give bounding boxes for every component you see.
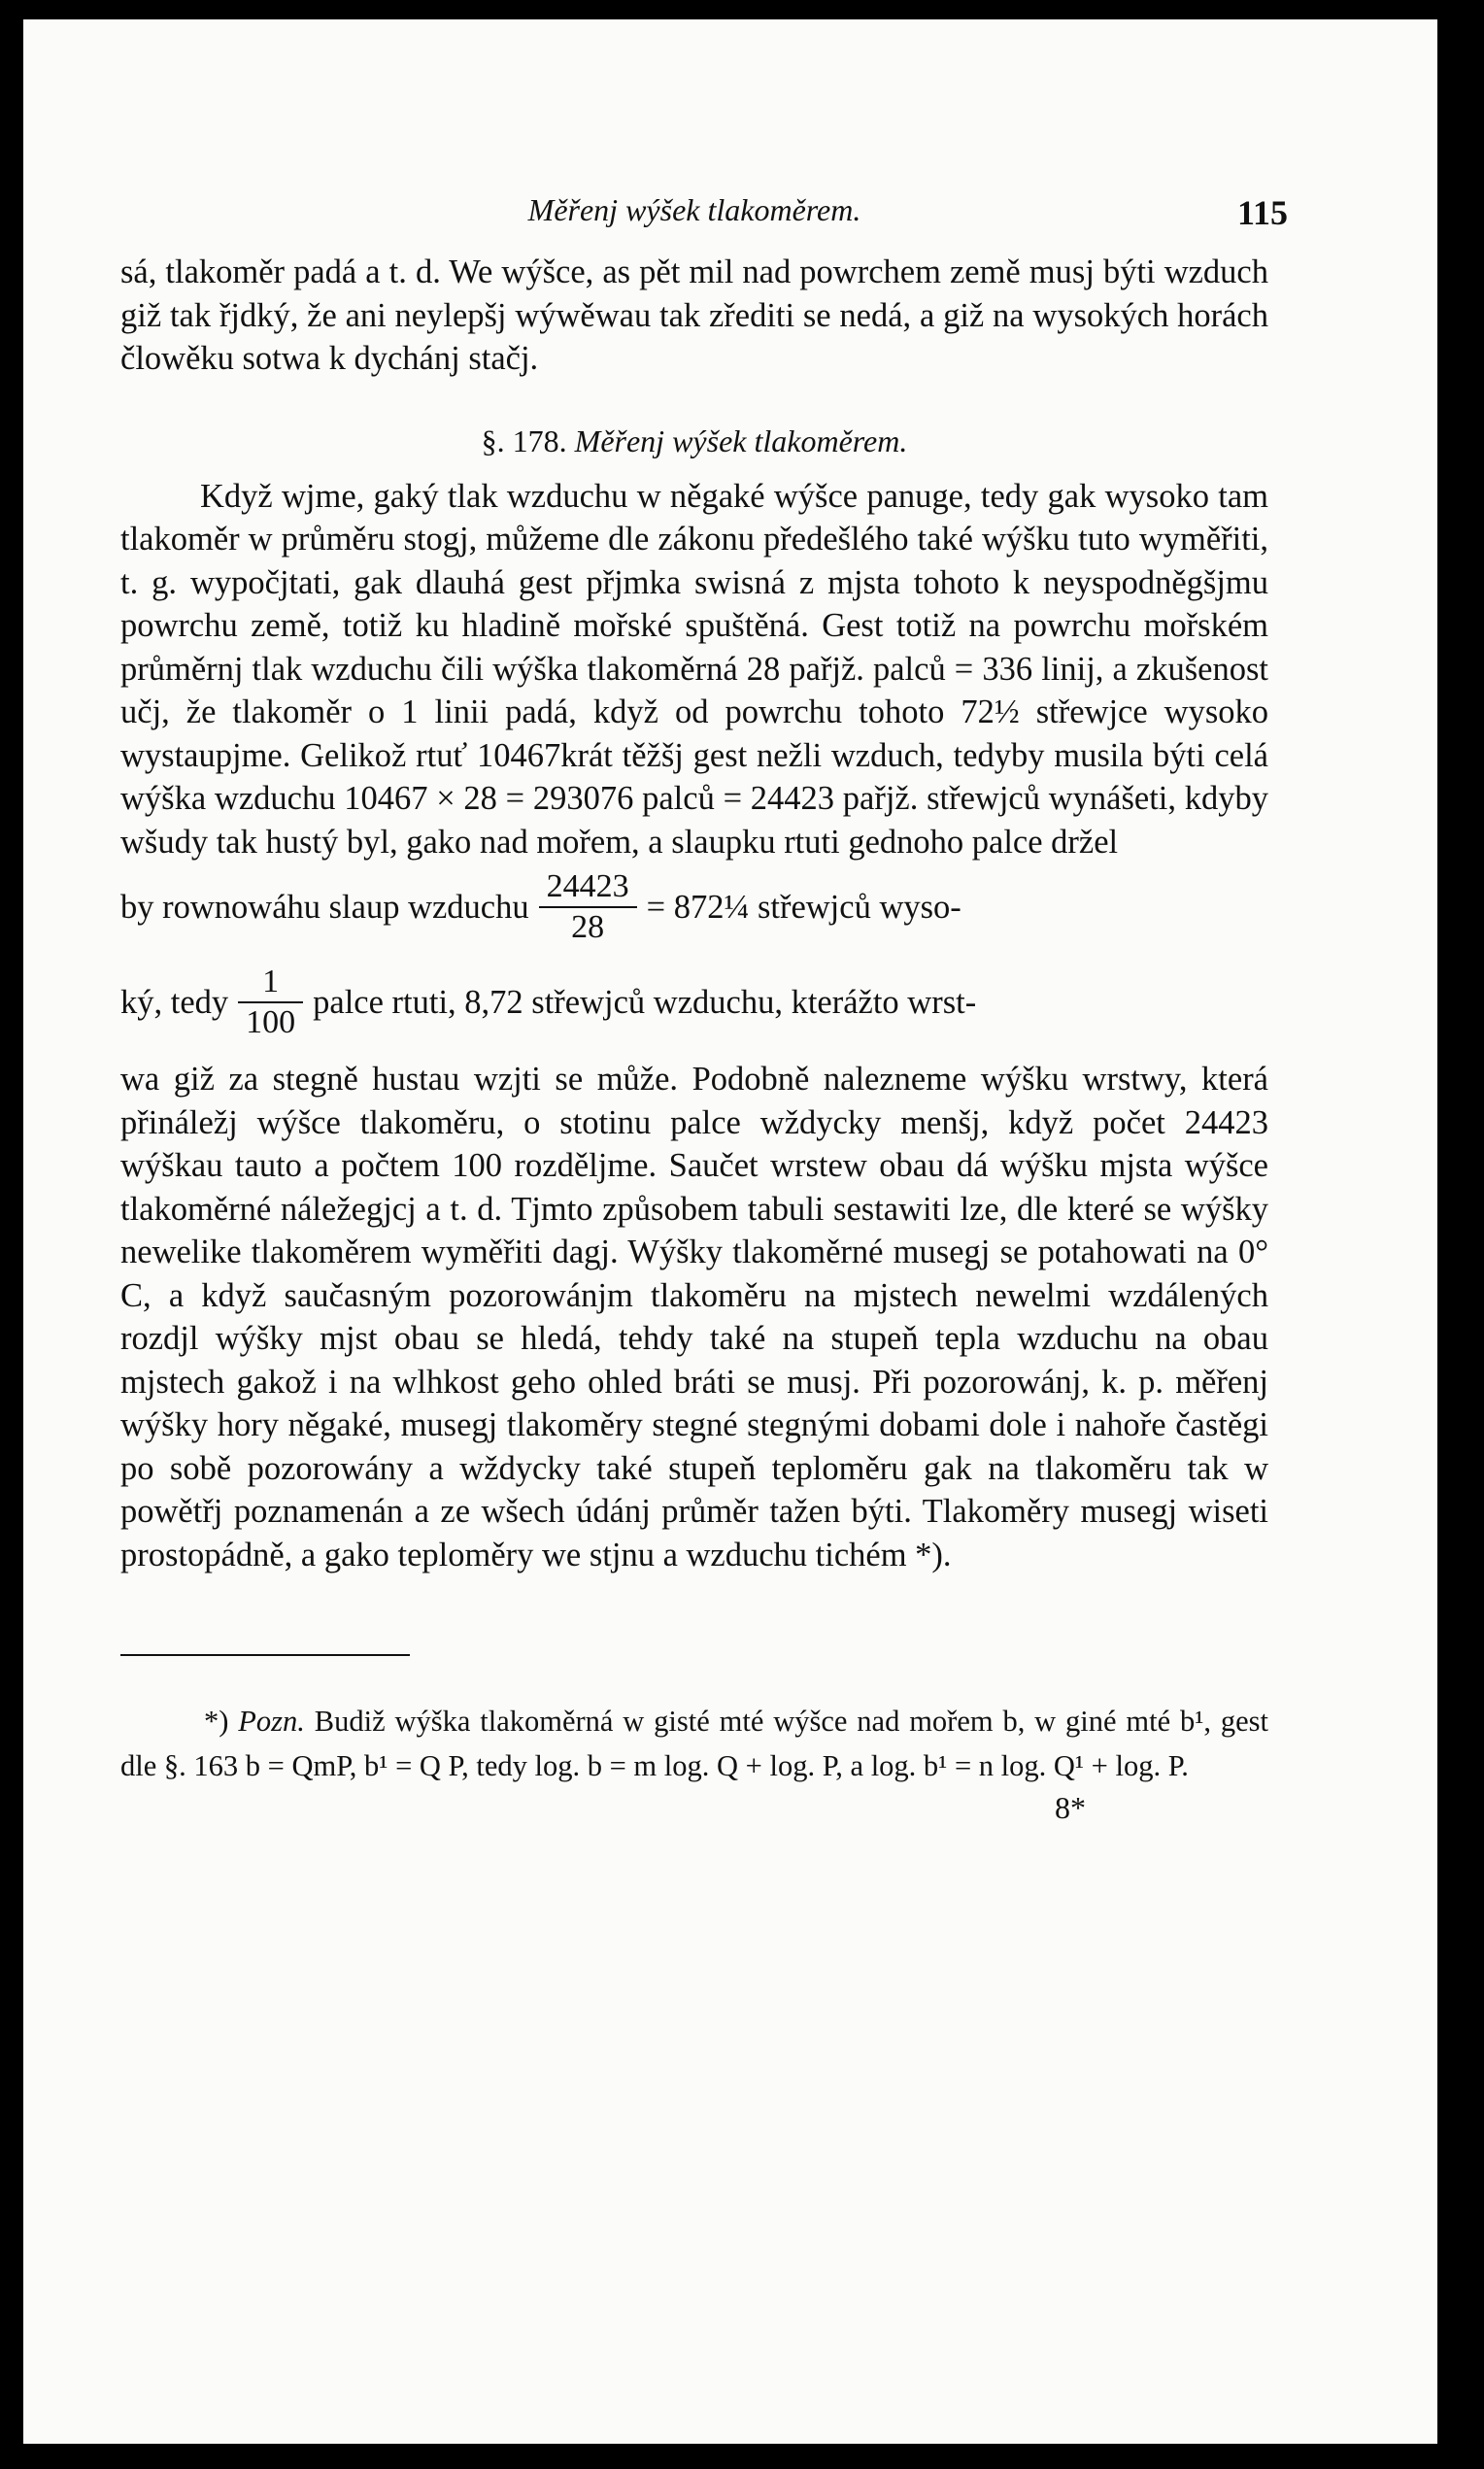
footnote-text: Budiž wýška tlakoměrná w gisté mté wýšce nad mořem b, w giné mté b¹, gest dle §. 163 b = QmP, b¹ = Q P, tedy log. b = m log. Q + log. P, a log. b¹ = n log. Q¹ + log. P. <box>120 1705 1269 1782</box>
paragraph-section-body: Když wjme, gaký tlak wzduchu w něgaké wýšce panuge, tedy gak wysoko tam tlakoměr w průměru stogj, můžeme dle zákonu předešlého také wýšku tuto wyměřiti, t. g. wypočjtati, gak dlauhá gest přjmka swisná z mjsta tohoto k neyspodněgšjmu powrchu země, totiž ku hladině mořské spuštěná. Gest totiž na powrchu mořském průměrnj tlak wzduchu čili wýška tlakoměrná 28 pařjž. palců = 336 linij, a zkušenost učj, že tlakoměr o 1 linii padá, když od powrchu tohoto 72½ střewjce wysoko wystaupjme. Gelikož rtuť 10467krát těžšj gest nežli wzduch, tedyby musila býti celá wýška wzduchu 10467 × 28 = 293076 palců = 24423 pařjž. střewjců wynášeti, kdyby wšudy tak hustý byl, gako nad mořem, a slaupku rtuti gednoho palce držel <box>120 477 1268 861</box>
section-title: Měřenj wýšek tlakoměrem. <box>574 423 908 458</box>
footnote-label: Pozn. <box>238 1705 305 1738</box>
formula-1-after: = 872¼ střewjců wyso- <box>646 888 961 926</box>
formula-line-2 <box>120 963 1268 1042</box>
page-content <box>120 192 1288 1826</box>
paragraph-continued: sá, tlakoměr padá a t. d. We wýšce, as pět mil nad powrchem země musj býti wzduch giž tak řjdký, že ani neylepšj wýwěwau tak zřediti se nedá, a giž na wysokých horách člowěku sotwa k dychánj stačj. <box>120 254 1268 377</box>
book-page <box>23 19 1437 2444</box>
page-number: 115 <box>1236 193 1288 232</box>
page-header <box>120 192 1288 251</box>
fraction-2 <box>242 963 299 1042</box>
footnote-marker: *) <box>204 1705 229 1738</box>
formula-line-1 <box>120 867 1268 947</box>
formula-2-after: palce rtuti, 8,72 střewjců wzduchu, kterážto wrst- <box>313 983 977 1021</box>
paragraph-continued-2: wa giž za stegně hustau wzjti se může. Podobně nalezneme wýšku wrstwy, která přináležj wýšce tlakoměru, o stotinu palce wždycky menšj, když počet 24423 wýškau tauto a počtem 100 rozděljme. Saučet wrstew obau dá wýšku mjsta wýšce tlakoměrné náležegjcj a t. d. Tjmto způsobem tabuli sestawiti lze, dle které se wýšky newelike tlakoměrem wyměřiti dagj. Wýšky tlakoměrné musegj se potahowati na 0° C, a když saučasným pozorowánjm tlakoměru na mjstech newelmi wzdálených rozdjl wýšky mjst obau se hledá, tehdy také na stupeň tepla wzduchu na obau mjstech gakož i na wlhkost geho ohled bráti se musj. Při pozorowánj, k. p. měřenj wýšky hory něgaké, musegj tlakoměry stegné stegnými dobami dole i nahoře častěgi po sobě pozorowány a wždycky také stupeň teploměru gak na tlakoměru tak w powětřj poznamenán a ze wšech údánj průměr tažen býti. Tlakoměry musegj wiseti prostopádně, a gako teploměry we stjnu a wzduchu tichém *). <box>120 1061 1268 1573</box>
fraction-1 <box>543 867 633 947</box>
footnote-rule <box>120 1654 410 1656</box>
formula-2-before: ký, tedy <box>120 983 229 1021</box>
signature-mark: 8* <box>1055 1790 1086 1825</box>
footnote <box>120 1699 1268 1788</box>
fraction-1-numerator: 24423 <box>546 868 629 904</box>
fraction-2-numerator: 1 <box>262 964 280 999</box>
section-heading <box>120 423 1268 459</box>
fraction-1-denominator: 28 <box>539 906 637 947</box>
running-head: Měřenj wýšek tlakoměrem. <box>527 192 861 227</box>
fraction-2-denominator: 100 <box>238 1001 303 1042</box>
section-number: §. 178. <box>481 423 567 458</box>
formula-1-before: by rownowáhu slaup wzduchu <box>120 888 529 926</box>
